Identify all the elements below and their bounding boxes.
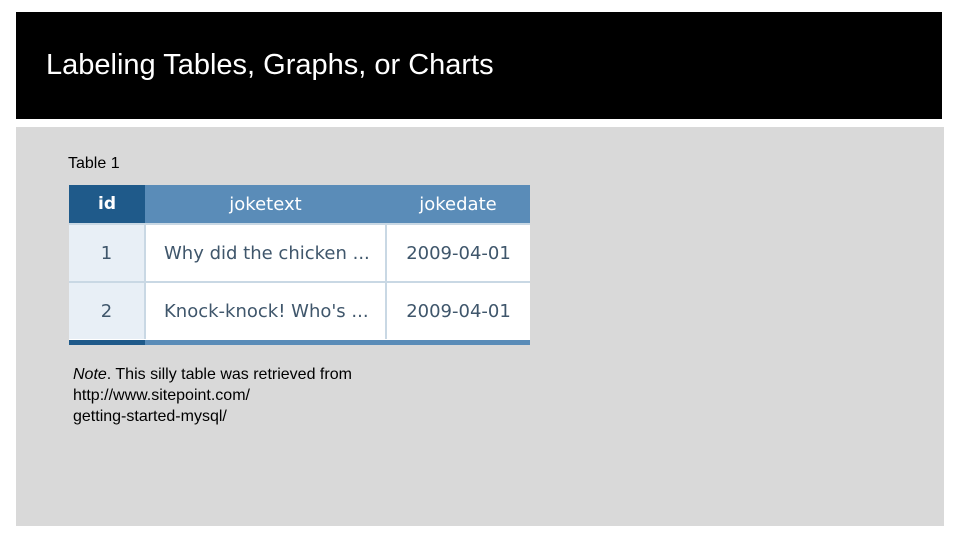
column-header-id: id xyxy=(69,185,145,224)
table-cell-jokedate: 2009-04-01 xyxy=(386,224,530,282)
note-text-line-2: http://www.sitepoint.com/ xyxy=(73,387,250,404)
table-cell-id: 1 xyxy=(69,224,145,282)
table-caption: Table 1 xyxy=(68,155,120,172)
column-header-joketext: joketext xyxy=(145,185,386,224)
table-cell-joketext: Knock-knock! Who's ... xyxy=(145,282,386,339)
table-cell-jokedate: 2009-04-01 xyxy=(386,282,530,339)
data-table xyxy=(69,185,530,339)
note-label: Note xyxy=(73,366,107,383)
note-line-1 xyxy=(73,364,413,385)
note-text-line-3: getting-started-mysql/ xyxy=(73,408,227,425)
table-cell-joketext: Why did the chicken ... xyxy=(145,224,386,282)
slide-title: Labeling Tables, Graphs, or Charts xyxy=(46,49,494,81)
title-bar xyxy=(16,12,942,119)
content-area xyxy=(16,127,944,526)
table-note xyxy=(73,364,413,427)
table-bottom-border xyxy=(69,340,530,345)
table-row xyxy=(69,282,530,339)
table-bottom-border-id xyxy=(69,340,145,345)
table-image xyxy=(69,185,530,345)
table-cell-id: 2 xyxy=(69,282,145,339)
note-text-line-1: . This silly table was retrieved from xyxy=(106,366,352,383)
column-header-jokedate: jokedate xyxy=(386,185,530,224)
table-row xyxy=(69,224,530,282)
table-header-row xyxy=(69,185,530,224)
